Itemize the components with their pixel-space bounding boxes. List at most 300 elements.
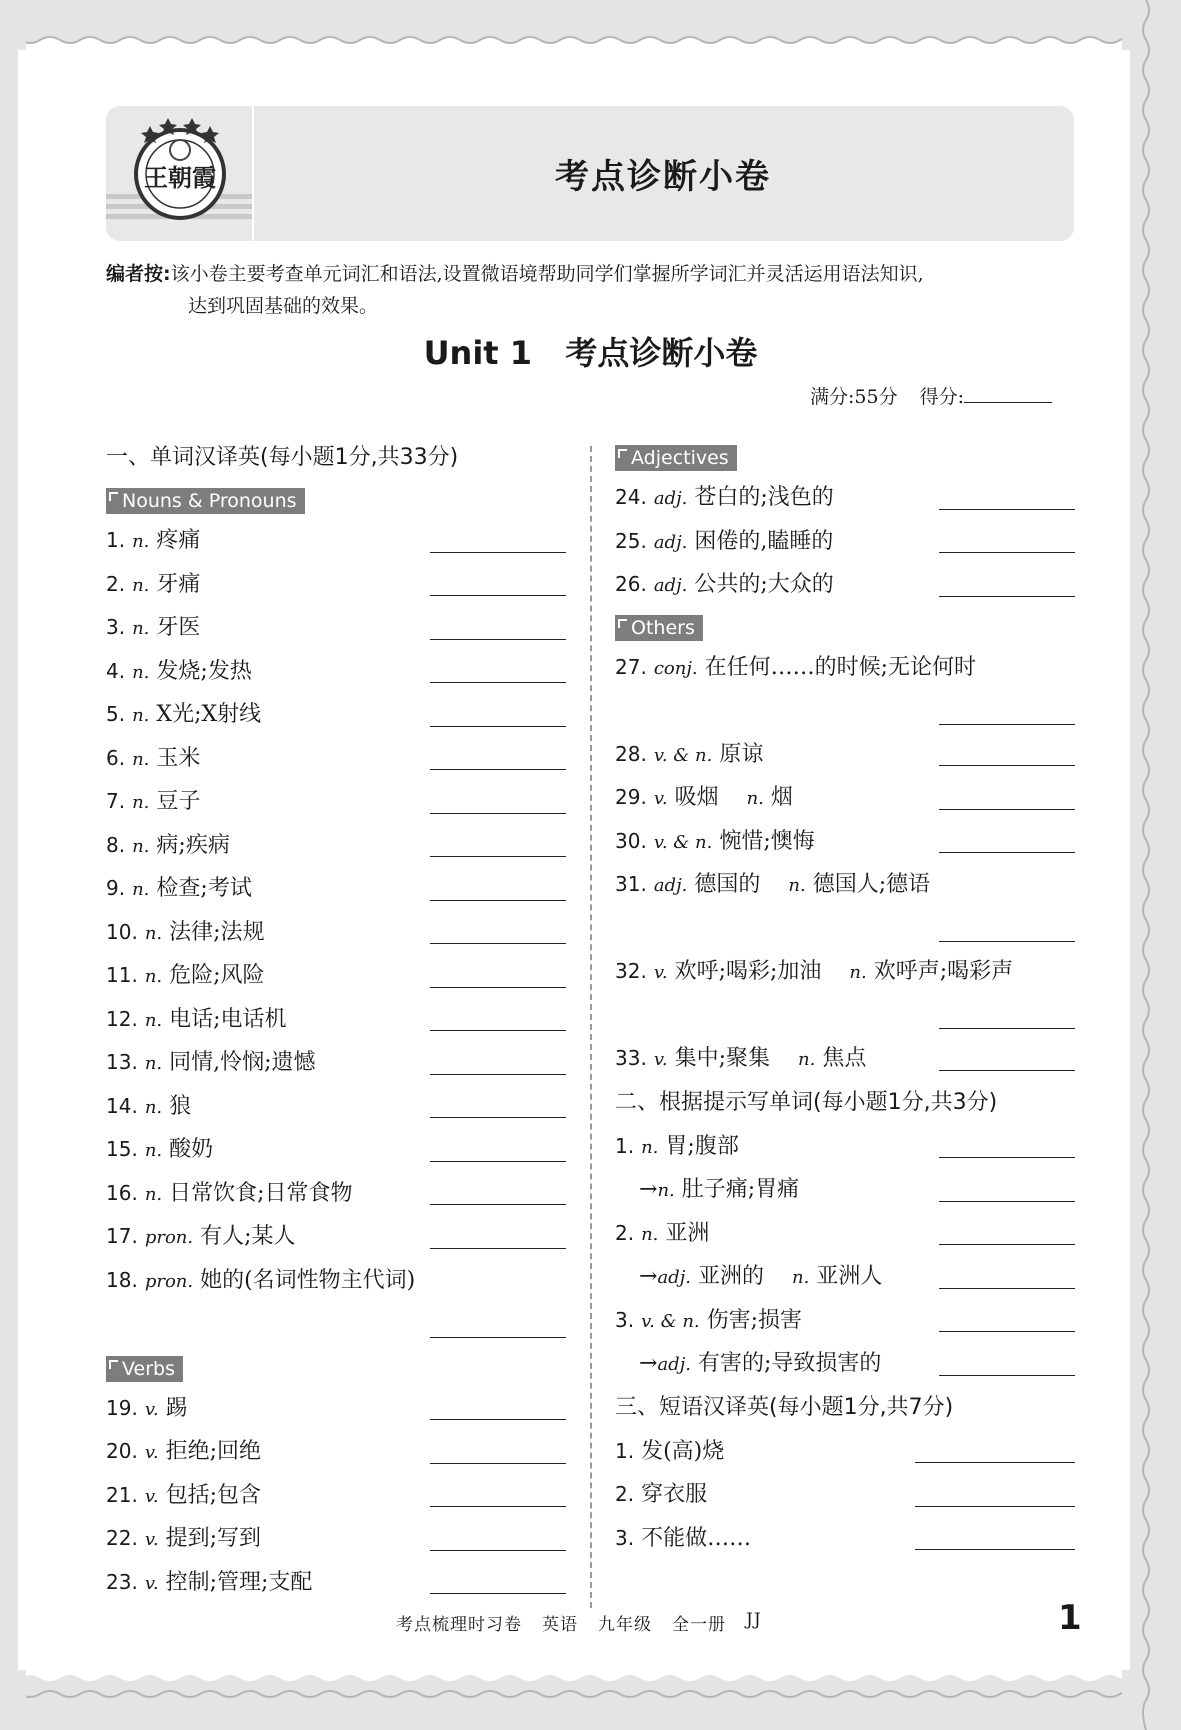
question-text <box>615 872 930 897</box>
question-text <box>615 1134 739 1159</box>
answer-blank[interactable] <box>430 595 566 596</box>
question-prompt-2: 德国人;德语 <box>812 872 931 897</box>
part-of-speech: n. <box>144 1140 163 1161</box>
question-item <box>106 911 566 955</box>
question-number: 23. <box>106 1569 138 1594</box>
question-prompt: 疼痛 <box>156 528 201 553</box>
part-of-speech: n. <box>144 1009 163 1031</box>
question-text <box>106 1526 261 1551</box>
question-prompt: 发(高)烧 <box>641 1438 725 1464</box>
question-prompt: 病;疾病 <box>156 832 230 858</box>
question-prompt: 胃;腹部 <box>665 1133 739 1159</box>
editor-note-label: 编者按: <box>106 263 171 285</box>
question-item <box>615 1473 1075 1517</box>
question-item <box>106 867 566 911</box>
answer-blank[interactable] <box>430 1506 566 1507</box>
question-text <box>106 920 265 945</box>
part-of-speech: n. <box>132 792 150 813</box>
part-of-speech: v. <box>653 1049 668 1070</box>
part-of-speech: adj. <box>657 1267 691 1288</box>
answer-blank[interactable] <box>430 813 566 814</box>
answer-blank[interactable] <box>939 765 1075 766</box>
question-prompt: 亚洲的 <box>698 1264 765 1289</box>
question-number: 33. <box>615 1046 647 1070</box>
question-number: 11. <box>106 963 138 987</box>
question-number: 1. <box>106 528 126 552</box>
question-text <box>106 659 252 684</box>
answer-blank[interactable] <box>430 1074 566 1075</box>
answer-blank[interactable] <box>939 596 1075 597</box>
answer-blank[interactable] <box>430 1593 566 1594</box>
question-prompt-2: 烟 <box>770 785 793 810</box>
question-prompt: 她的(名词性物主代词) <box>200 1267 416 1293</box>
publisher-logo <box>106 106 254 241</box>
question-number: 5. <box>106 702 126 726</box>
question-prompt: 玉米 <box>156 745 201 771</box>
question-item <box>615 646 1075 733</box>
question-number: 3. <box>615 1525 635 1550</box>
left-column <box>106 436 566 1604</box>
answer-blank[interactable] <box>939 724 1075 725</box>
answer-blank[interactable] <box>430 1117 566 1118</box>
part-of-speech: n. <box>132 618 150 639</box>
part-of-speech-2: n. <box>788 875 806 896</box>
question-text <box>106 1181 353 1206</box>
question-number: 26. <box>615 572 647 596</box>
footer-edition: JJ <box>746 1610 762 1630</box>
part-of-speech: n. <box>144 922 163 944</box>
answer-blank[interactable] <box>430 1161 566 1162</box>
question-prompt: 危险;风险 <box>169 963 265 988</box>
part-of-speech: n. <box>132 748 150 770</box>
verbs-list <box>106 1387 566 1605</box>
part-of-speech: n. <box>132 705 150 726</box>
section2-title: 二、根据提示写单词(每小题1分,共3分) <box>615 1089 998 1115</box>
question-text <box>106 746 200 771</box>
question-number: 15. <box>106 1137 138 1161</box>
question-item <box>106 1561 566 1605</box>
question-text <box>106 572 200 597</box>
section3-title: 三、短语汉译英(每小题1分,共7分) <box>615 1394 954 1420</box>
page-number: 1 <box>1058 1598 1082 1638</box>
arrow-icon: → <box>639 1264 658 1289</box>
section3-list <box>615 1430 1075 1561</box>
answer-blank[interactable] <box>430 1030 566 1031</box>
answer-blank[interactable] <box>915 1462 1075 1463</box>
question-number: 7. <box>106 789 126 813</box>
part-of-speech-2: n. <box>797 1049 816 1070</box>
part-of-speech: adj. <box>653 875 688 896</box>
answer-blank[interactable] <box>430 1248 566 1249</box>
tag-verbs: Verbs <box>106 1356 183 1382</box>
answer-blank[interactable] <box>430 987 566 988</box>
question-item <box>615 1037 1075 1081</box>
part-of-speech: v. & n. <box>641 1310 700 1332</box>
question-item <box>615 1517 1075 1561</box>
question-item <box>615 863 1075 950</box>
logo-emblem-icon <box>106 106 252 241</box>
tag-others: Others <box>615 615 703 641</box>
part-of-speech: n. <box>641 1136 659 1158</box>
question-prompt: 法律;法规 <box>169 919 265 945</box>
question-prompt: 包括;包含 <box>165 1482 261 1508</box>
answer-blank[interactable] <box>430 682 566 683</box>
answer-blank[interactable] <box>939 1070 1075 1071</box>
answer-blank[interactable] <box>939 1157 1075 1158</box>
question-text <box>106 615 200 640</box>
question-prompt: 有人;某人 <box>200 1224 296 1249</box>
footer-subject: 英语 <box>542 1615 578 1635</box>
question-prompt-2: 焦点 <box>822 1046 867 1071</box>
part-of-speech: n. <box>657 1180 675 1201</box>
question-item <box>615 1212 1075 1256</box>
question-prompt: 在任何……的时候;无论何时 <box>704 654 977 680</box>
question-prompt: 电话;电话机 <box>169 1006 287 1032</box>
others-list <box>615 646 1075 1081</box>
answer-blank[interactable] <box>939 509 1075 510</box>
unit-title: Unit 1 考点诊断小卷 <box>423 334 758 372</box>
question-text <box>106 963 265 988</box>
question-prompt: 拒绝;回绝 <box>165 1439 261 1464</box>
question-number: 3. <box>106 615 126 639</box>
question-item <box>106 954 566 998</box>
question-item <box>106 1387 566 1431</box>
question-item <box>615 950 1075 1037</box>
question-number: 10. <box>106 919 138 944</box>
question-number: 28. <box>615 741 647 766</box>
answer-blank[interactable] <box>430 1204 566 1205</box>
question-prompt: 踢 <box>165 1395 188 1421</box>
question-number: 2. <box>615 1482 635 1506</box>
question-text <box>615 1221 709 1246</box>
answer-blank[interactable] <box>939 1201 1075 1202</box>
question-number: 21. <box>106 1482 138 1507</box>
question-prompt: 惋惜;懊悔 <box>719 828 815 854</box>
answer-blank[interactable] <box>939 1331 1075 1332</box>
question-prompt: 不能做…… <box>641 1525 752 1551</box>
question-text <box>106 876 252 901</box>
question-prompt: 肚子痛;胃痛 <box>681 1177 800 1202</box>
editor-note-line1: 该小卷主要考查单元词汇和语法,设置微语境帮助同学们掌握所学词汇并灵活运用语法知识, <box>170 263 924 285</box>
footer-volume: 全一册 <box>672 1615 726 1635</box>
question-prompt: 集中;聚集 <box>674 1046 770 1071</box>
part-of-speech: v. <box>144 1398 159 1420</box>
question-item <box>615 1430 1075 1474</box>
part-of-speech: n. <box>144 1096 163 1118</box>
question-prompt: 日常饮食;日常食物 <box>169 1180 353 1206</box>
decorative-wave-border-bottom <box>0 1660 1181 1730</box>
question-text <box>106 1483 261 1508</box>
question-item <box>106 693 566 737</box>
question-text <box>615 1526 751 1551</box>
answer-blank[interactable] <box>939 1288 1075 1289</box>
question-number: 8. <box>106 832 126 857</box>
question-text <box>106 1570 312 1595</box>
part-of-speech: n. <box>132 835 150 857</box>
svg-text:王朝霞: 王朝霞 <box>144 163 216 192</box>
question-item <box>106 1172 566 1216</box>
answer-blank[interactable] <box>430 943 566 944</box>
footer-book: 考点梳理时习卷 <box>396 1615 522 1635</box>
question-number: 1. <box>615 1438 635 1463</box>
question-prompt: 酸奶 <box>169 1137 214 1162</box>
question-number: 25. <box>615 528 647 553</box>
question-item <box>106 1128 566 1172</box>
answer-blank[interactable] <box>430 1337 566 1338</box>
question-text <box>615 655 976 680</box>
question-prompt-2: 亚洲人 <box>816 1264 883 1289</box>
question-number: 27. <box>615 654 647 679</box>
question-prompt: 公共的;大众的 <box>694 572 834 597</box>
answer-blank[interactable] <box>430 552 566 553</box>
arrow-icon: → <box>639 1177 658 1202</box>
question-number: 3. <box>615 1307 635 1332</box>
question-item <box>615 476 1075 520</box>
answer-blank[interactable] <box>939 852 1075 853</box>
question-number: 24. <box>615 485 647 509</box>
answer-blank[interactable] <box>430 1463 566 1464</box>
question-item <box>106 563 566 607</box>
question-prompt: 德国的 <box>694 872 761 897</box>
question-prompt: 苍白的;浅色的 <box>694 485 834 510</box>
question-text <box>106 1224 296 1249</box>
question-item <box>615 1125 1075 1169</box>
question-text <box>615 742 763 767</box>
question-text <box>615 959 1013 984</box>
question-prompt: 狼 <box>169 1093 192 1119</box>
question-text <box>106 1396 188 1421</box>
question-item <box>106 824 566 868</box>
question-text <box>615 1439 724 1464</box>
decorative-wave-border-left <box>0 0 26 1730</box>
question-prompt: 亚洲 <box>665 1220 710 1246</box>
question-text <box>106 789 200 814</box>
question-text <box>106 1137 213 1162</box>
question-text <box>106 1439 261 1464</box>
question-item <box>106 519 566 563</box>
full-score: 满分:55分 <box>810 386 898 408</box>
question-prompt: 困倦的,瞌睡的 <box>694 528 834 554</box>
question-item <box>615 563 1075 607</box>
question-item <box>106 1215 566 1259</box>
question-item <box>615 1342 1075 1386</box>
arrow-icon: → <box>639 1351 658 1376</box>
answer-blank[interactable] <box>430 726 566 727</box>
question-number: 4. <box>106 658 126 683</box>
question-number: 13. <box>106 1050 138 1074</box>
question-number: 17. <box>106 1224 138 1248</box>
question-prompt: 同情,怜悯;遗憾 <box>169 1050 316 1075</box>
section1-title: 一、单词汉译英(每小题1分,共33分) <box>106 445 459 470</box>
question-text <box>106 1007 287 1032</box>
part-of-speech: v. <box>653 962 668 983</box>
part-of-speech: n. <box>144 1183 163 1205</box>
question-prompt: 原谅 <box>719 741 764 767</box>
answer-blank[interactable] <box>915 1549 1075 1550</box>
question-number: 19. <box>106 1395 138 1420</box>
answer-blank[interactable] <box>939 1028 1075 1029</box>
answer-blank[interactable] <box>939 941 1075 942</box>
question-prompt: 牙痛 <box>156 571 201 597</box>
answer-blank[interactable] <box>915 1506 1075 1507</box>
question-item <box>615 820 1075 864</box>
question-item <box>106 650 566 694</box>
question-text <box>615 1046 866 1071</box>
answer-blank[interactable] <box>939 1375 1075 1376</box>
question-item <box>615 1168 1075 1212</box>
header-title: 考点诊断小卷 <box>555 157 771 197</box>
answer-blank[interactable] <box>939 1244 1075 1245</box>
right-column <box>615 436 1075 1560</box>
question-item <box>106 1085 566 1129</box>
header-banner <box>106 106 1074 241</box>
question-text <box>106 833 230 858</box>
question-item <box>106 780 566 824</box>
question-number: 18. <box>106 1267 138 1292</box>
question-number: 2. <box>615 1220 635 1245</box>
question-text <box>615 529 833 554</box>
question-text <box>615 572 834 597</box>
score-blank[interactable] <box>964 380 1052 403</box>
part-of-speech: n. <box>132 531 150 552</box>
answer-blank[interactable] <box>430 1419 566 1420</box>
question-item <box>615 1255 1075 1299</box>
question-text <box>615 1308 802 1333</box>
part-of-speech: v. & n. <box>653 744 713 766</box>
question-prompt: 检查;考试 <box>156 876 252 901</box>
part-of-speech: v. <box>144 1572 159 1594</box>
question-number: 6. <box>106 745 126 770</box>
question-prompt: 控制;管理;支配 <box>165 1569 313 1595</box>
answer-blank[interactable] <box>430 856 566 857</box>
question-text <box>615 1482 707 1507</box>
part-of-speech: adj. <box>657 1354 691 1375</box>
tag-adjectives: Adjectives <box>615 445 737 471</box>
question-item <box>615 733 1075 777</box>
question-number: 32. <box>615 959 647 983</box>
part-of-speech: conj. <box>653 657 698 679</box>
question-text <box>106 702 261 727</box>
question-item <box>106 1474 566 1518</box>
part-of-speech: n. <box>144 966 163 987</box>
question-number: 14. <box>106 1093 138 1118</box>
part-of-speech: pron. <box>144 1270 194 1292</box>
question-item <box>106 737 566 781</box>
question-item <box>106 1041 566 1085</box>
editor-note-line2: 达到巩固基础的效果。 <box>188 295 379 317</box>
editor-note <box>106 258 1076 322</box>
question-item <box>106 1259 566 1346</box>
question-text <box>615 485 834 510</box>
question-item <box>106 998 566 1042</box>
part-of-speech: adj. <box>653 488 688 509</box>
question-prompt: 牙医 <box>156 615 201 640</box>
nouns-list <box>106 519 566 1346</box>
part-of-speech-2: n. <box>849 962 867 983</box>
answer-blank[interactable] <box>939 552 1075 553</box>
question-item <box>615 776 1075 820</box>
question-prompt: 有害的;导致损害的 <box>698 1351 882 1376</box>
question-item <box>615 520 1075 564</box>
question-number: 1. <box>615 1133 635 1158</box>
part-of-speech: n. <box>144 1053 163 1074</box>
question-text <box>106 1094 191 1119</box>
part-of-speech-2: n. <box>792 1267 810 1288</box>
question-text <box>106 1268 415 1293</box>
question-text <box>106 1050 316 1075</box>
answer-blank[interactable] <box>430 1550 566 1551</box>
footer <box>396 1610 762 1635</box>
question-text <box>615 785 793 810</box>
question-prompt: 穿衣服 <box>641 1482 708 1507</box>
part-of-speech: n. <box>641 1223 659 1245</box>
question-item <box>106 1517 566 1561</box>
part-of-speech-2: n. <box>746 788 764 809</box>
question-number: 12. <box>106 1006 138 1031</box>
answer-blank[interactable] <box>430 769 566 770</box>
part-of-speech: v. & n. <box>653 831 713 853</box>
question-item <box>106 606 566 650</box>
part-of-speech: v. <box>144 1529 159 1550</box>
question-number: 22. <box>106 1526 138 1550</box>
footer-grade: 九年级 <box>598 1615 652 1635</box>
answer-blank[interactable] <box>430 900 566 901</box>
part-of-speech: adj. <box>653 575 688 596</box>
decorative-wave-border-top <box>0 0 1181 56</box>
score-line <box>810 380 1052 409</box>
question-number: 29. <box>615 785 647 809</box>
question-number: 16. <box>106 1180 138 1205</box>
question-number: 31. <box>615 872 647 896</box>
question-number: 2. <box>106 571 126 596</box>
part-of-speech: v. <box>144 1485 159 1507</box>
answer-blank[interactable] <box>939 809 1075 810</box>
question-text <box>615 829 815 854</box>
section2-list <box>615 1125 1075 1386</box>
question-prompt: 提到;写到 <box>165 1526 261 1551</box>
question-prompt: 欢呼;喝彩;加油 <box>674 959 822 984</box>
part-of-speech: adj. <box>653 531 688 553</box>
part-of-speech: v. <box>144 1442 159 1463</box>
part-of-speech: n. <box>132 661 150 683</box>
question-text <box>615 1351 881 1376</box>
part-of-speech: pron. <box>144 1227 194 1248</box>
score-label: 得分: <box>920 380 1052 409</box>
question-prompt: 伤害;损害 <box>706 1307 803 1333</box>
adjectives-list <box>615 476 1075 607</box>
question-text <box>615 1264 882 1289</box>
answer-blank[interactable] <box>430 639 566 640</box>
question-prompt: 豆子 <box>156 789 201 814</box>
column-divider <box>590 446 592 1608</box>
part-of-speech: n. <box>132 574 150 596</box>
question-prompt: X光;X射线 <box>156 702 262 727</box>
question-text <box>615 1177 799 1202</box>
question-item <box>615 1299 1075 1343</box>
question-number: 20. <box>106 1439 138 1463</box>
question-prompt-2: 欢呼声;喝彩声 <box>873 959 1014 984</box>
decorative-wave-border-right <box>1122 0 1181 1730</box>
question-prompt: 发烧;发热 <box>156 658 252 684</box>
question-text <box>106 528 200 553</box>
part-of-speech: v. <box>653 788 668 809</box>
question-number: 30. <box>615 828 647 853</box>
question-number: 9. <box>106 876 126 900</box>
question-prompt: 吸烟 <box>674 785 719 810</box>
tag-nouns-pronouns: Nouns & Pronouns <box>106 488 305 514</box>
part-of-speech: n. <box>132 879 150 900</box>
question-item <box>106 1430 566 1474</box>
